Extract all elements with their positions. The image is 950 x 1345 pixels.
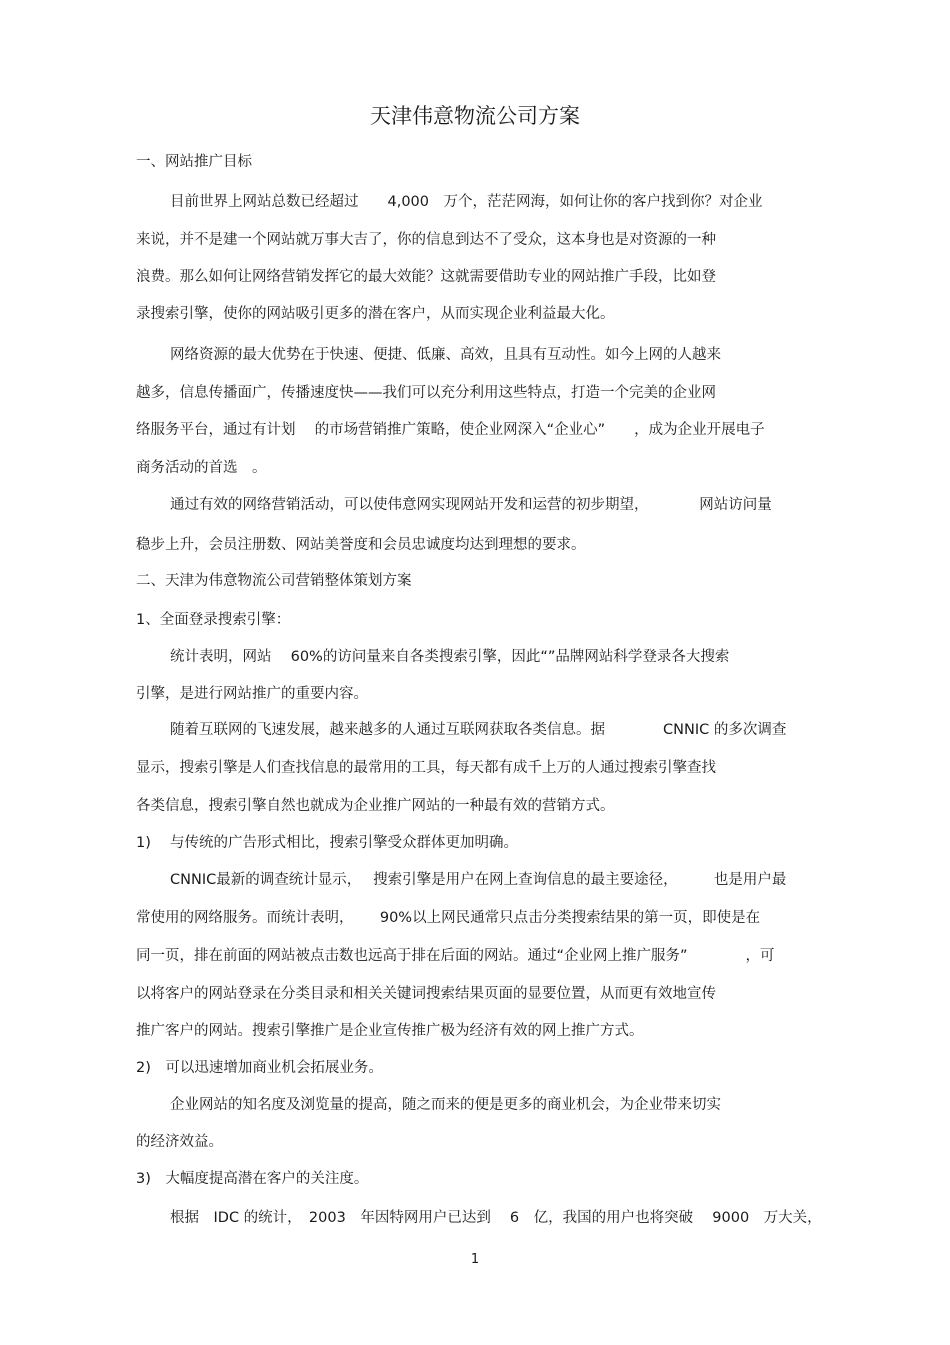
page-number: 1	[470, 1252, 480, 1267]
paragraph-line: 同一页，排在前面的网站被点击数也远高于排在后面的网站。通过“企业网上推广服务” ，可	[136, 948, 775, 964]
subsection-heading: 1、全面登录搜索引擎：	[136, 612, 291, 628]
paragraph-line: 根据 IDC 的统计， 2003 年因特网用户已达到 6 亿，我国的用户也将突破 9000 万大关，	[170, 1210, 822, 1226]
paragraph-line: 随着互联网的飞速发展，越来越多的人通过互联网获取各类信息。据 CNNIC 的多次调查	[170, 722, 787, 738]
paragraph-line: 目前世界上网站总数已经超过 4,000 万个，茫茫网海，如何让你的客户找到你？对企业	[170, 194, 763, 210]
paragraph-line: 显示，搜索引擎是人们查找信息的最常用的工具，每天都有成千上万的人通过搜索引擎查找	[136, 760, 716, 776]
paragraph-line: 推广客户的网站。搜索引擎推广是企业宣传推广极为经济有效的网上推广方式。	[136, 1023, 644, 1039]
paragraph-line: 来说，并不是建一个网站就万事大吉了，你的信息到达不了受众，这本身也是对资源的一种	[136, 232, 716, 248]
paragraph-line: 的经济效益。	[136, 1134, 223, 1150]
paragraph-line: 稳步上升，会员注册数、网站美誉度和会员忠诚度均达到理想的要求。	[136, 537, 586, 553]
paragraph-line: 录搜索引擎，使你的网站吸引更多的潜在客户，从而实现企业利益最大化。	[136, 306, 615, 322]
paragraph-line: 以将客户的网站登录在分类目录和相关关键词搜索结果页面的显要位置，从而更有效地宣传	[136, 986, 716, 1002]
paragraph-line: 引擎，是进行网站推广的重要内容。	[136, 686, 368, 702]
section-heading: 一、网站推广目标	[136, 154, 252, 170]
paragraph-line: 统计表明，网站 60%的访问量来自各类搜索引擎，因此“”品牌网站科学登录各大搜索	[170, 649, 730, 665]
list-item-heading: 2) 可以迅速增加商业机会拓展业务。	[136, 1060, 383, 1076]
paragraph-line: 越多，信息传播面广，传播速度快——我们可以充分利用这些特点，打造一个完美的企业网	[136, 385, 716, 401]
paragraph-line: 络服务平台，通过有计划 的市场营销推广策略，使企业网深入“企业心” ，成为企业开展电子	[136, 422, 765, 438]
paragraph-line: 各类信息，搜索引擎自然也就成为企业推广网站的一种最有效的营销方式。	[136, 798, 615, 814]
paragraph-line: 网络资源的最大优势在于快速、便捷、低廉、高效，且具有互动性。如今上网的人越来	[170, 347, 721, 363]
paragraph-line: CNNIC最新的调查统计显示， 搜索引擎是用户在网上查询信息的最主要途径， 也是用户最	[170, 872, 787, 888]
list-item-heading: 1) 与传统的广告形式相比，搜索引擎受众群体更加明确。	[136, 835, 518, 851]
paragraph-line: 常使用的网络服务。而统计表明， 90%以上网民通常只点击分类搜索结果的第一页，即使是在	[136, 910, 761, 926]
page-title: 天津伟意物流公司方案	[370, 104, 580, 128]
paragraph-line: 通过有效的网络营销活动，可以使伟意网实现网站开发和运营的初步期望， 网站访问量	[170, 497, 772, 513]
paragraph-line: 浪费。那么如何让网络营销发挥它的最大效能？这就需要借助专业的网站推广手段，比如登	[136, 269, 716, 285]
paragraph-line: 企业网站的知名度及浏览量的提高，随之而来的便是更多的商业机会，为企业带来切实	[170, 1097, 721, 1113]
list-item-heading: 3) 大幅度提高潜在客户的关注度。	[136, 1171, 369, 1187]
paragraph-line: 商务活动的首选 。	[136, 460, 267, 476]
section-heading: 二、天津为伟意物流公司营销整体策划方案	[136, 573, 412, 589]
